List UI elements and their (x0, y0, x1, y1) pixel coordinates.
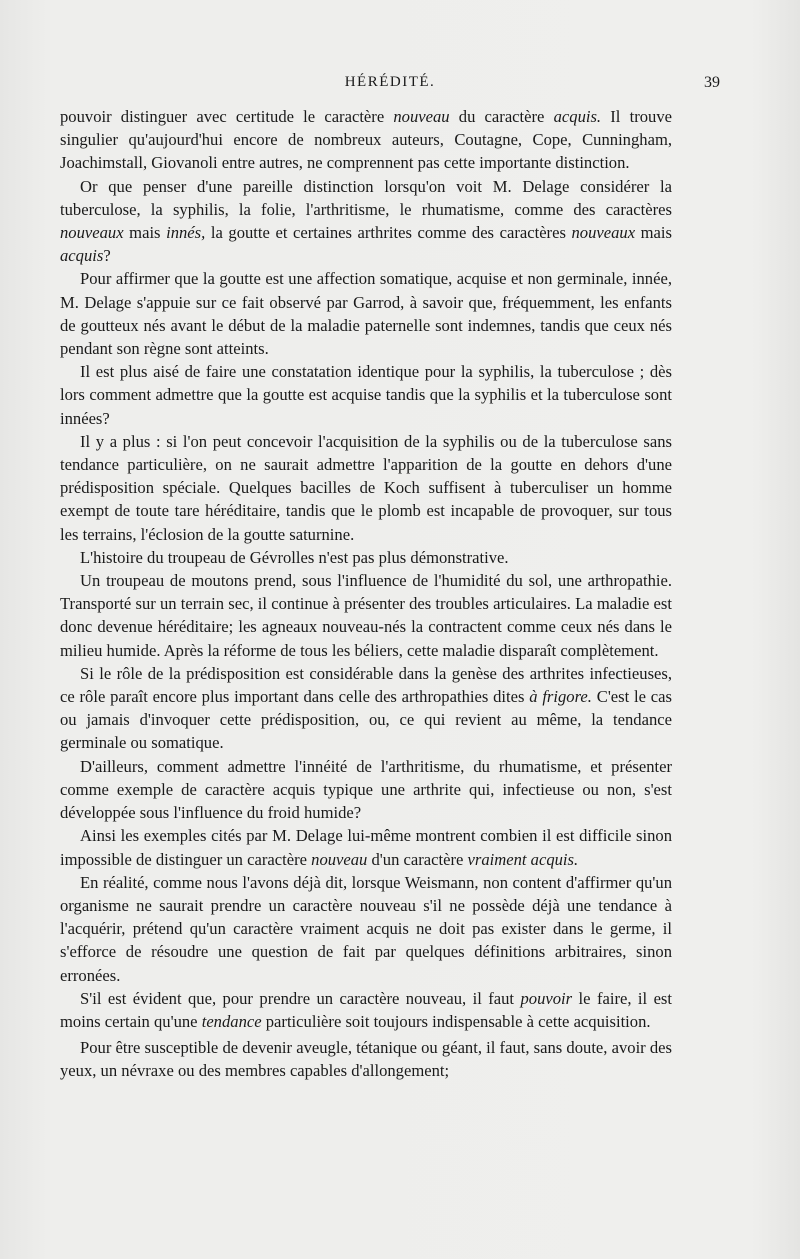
italic-text: vraiment acquis. (467, 849, 579, 869)
text-run: Pour être susceptible de devenir aveugle, tétanique ou géant, il faut, sans doute, avoir des yeux, un névraxe ou des membres capables d'allongement; (60, 1038, 672, 1081)
paragraph-11 (60, 871, 672, 987)
italic-text: nouveau (393, 107, 450, 126)
italic-text: nouveaux (571, 223, 636, 243)
page-number: 39 (704, 74, 720, 91)
italic-text: innés, (166, 223, 206, 243)
paragraph-2 (60, 175, 672, 268)
italic-text: nouveau (311, 849, 368, 869)
text-run: particulière soit toujours indispensable à cette acquisition. (261, 1011, 651, 1031)
text-run: d'un caractère (367, 849, 468, 869)
running-title: HÉRÉDITÉ. (344, 74, 436, 90)
paragraph-10 (60, 824, 672, 870)
paragraph-4 (60, 360, 672, 430)
text-run: du caractère (449, 107, 554, 126)
text-run: En réalité, comme nous l'avons déjà dit, lorsque Weismann, non content d'affirmer qu'un organisme ne saurait prendre un caractère nouveau s'il ne possède déjà une tendance à l'acquérir, prétend qu'un caractère vraiment acquis ne doit pas exister dans le germe, il s'efforce de résoudre une question de fait par quelques définitions arbitraires, sinon erronées. (60, 872, 672, 985)
paragraph-1 (60, 105, 672, 175)
paragraph-9 (60, 755, 672, 825)
paragraph-6 (60, 546, 672, 569)
text-run: Il trouve singulier qu'aujourd'hui encore de nombreux auteurs, Coutagne, Cope, Cunningham, Joachimstall, Giovanoli entre autres, ne comprennent pas cette importante distinction. (60, 107, 672, 173)
italic-text: acquis (60, 246, 104, 266)
paragraph-8 (60, 662, 672, 755)
text-run: mais (635, 223, 672, 243)
text-run: pouvoir distinguer avec certitude le caractère (60, 107, 394, 126)
text-run: la goutte et certaines arthrites comme des caractères (205, 223, 572, 243)
text-run: Pour affirmer que la goutte est une affection somatique, acquise et non germinale, innée, M. Delage s'appuie sur ce fait observé par Garrod, à savoir que, fréquemment, les enfants de goutteux nés avant le début de la maladie paternelle sont indemnes, tandis que ceux nés pendant son règne sont atteints. (60, 269, 672, 359)
paragraph-13 (60, 1036, 672, 1082)
text-run: D'ailleurs, comment admettre l'innéité de l'arthritisme, du rhumatisme, et présenter comme exemple de caractère acquis typique une arthrite qui, infectieuse ou non, s'est développée sous l'influence du froid humide? (60, 756, 672, 823)
text-run: C'est le cas ou jamais d'invoquer cette prédisposition, ou, ce qui revient au même, la tendance germinale ou somatique. (60, 687, 672, 753)
text-run: S'il est évident que, pour prendre un caractère nouveau, il faut (80, 988, 521, 1008)
text-run: ? (103, 246, 111, 266)
body-text (60, 105, 672, 1083)
paragraph-5 (60, 430, 672, 546)
italic-text: à frigore. (529, 687, 592, 707)
italic-text: tendance (201, 1011, 262, 1031)
paragraph-3 (60, 267, 672, 360)
paragraph-7 (60, 569, 672, 662)
text-run: Un troupeau de moutons prend, sous l'influence de l'humidité du sol, une arthropathie. Transporté sur un terrain sec, il continue à présenter des troubles articulaires. La maladie est donc devenue héréditaire; les agneaux nouveau-nés la contractent comme ceux nés dans le milieu humide. Après la réforme de tous les béliers, cette maladie disparaît complètement. (60, 571, 672, 660)
italic-text: acquis. (553, 107, 602, 126)
text-run: L'histoire du troupeau de Gévrolles n'est pas plus démonstrative. (80, 547, 509, 567)
page-header (60, 74, 720, 98)
italic-text: pouvoir (520, 988, 573, 1008)
text-run: mais (123, 223, 167, 243)
text-run: Or que penser d'une pareille distinction lorsqu'on voit M. Delage considérer la tuberculose, la syphilis, la folie, l'arthritisme, le rhumatisme, comme des caractères (60, 176, 672, 219)
text-run: Si le rôle de la prédisposition est considérable dans la genèse des arthrites infectieuses, ce rôle paraît encore plus important dans celle des arthropathies dites (60, 663, 672, 707)
text-run: Il est plus aisé de faire une constatation identique pour la syphilis, la tuberculose ; dès lors comment admettre que la goutte est acquise tandis que la syphilis et la tuberculose sont innées? (60, 362, 672, 428)
text-run: le faire, il est moins certain qu'une (60, 988, 673, 1031)
paragraph-12 (60, 987, 672, 1033)
text-run: Ainsi les exemples cités par M. Delage lui-même montrent combien il est difficile sinon impossible de distinguer un caractère (60, 826, 672, 869)
text-run: Il y a plus : si l'on peut concevoir l'acquisition de la syphilis ou de la tuberculose sans tendance particulière, on ne saurait admettre l'apparition de la goutte en dehors d'une prédisposition spéciale. Quelques bacilles de Koch suffisent à tuberculiser un homme exempt de toute tare héréditaire, tandis que le plomb est incapable de provoquer, sur tous les terrains, l'éclosion de la goutte saturnine. (60, 431, 672, 544)
italic-text: nouveaux (60, 223, 124, 243)
